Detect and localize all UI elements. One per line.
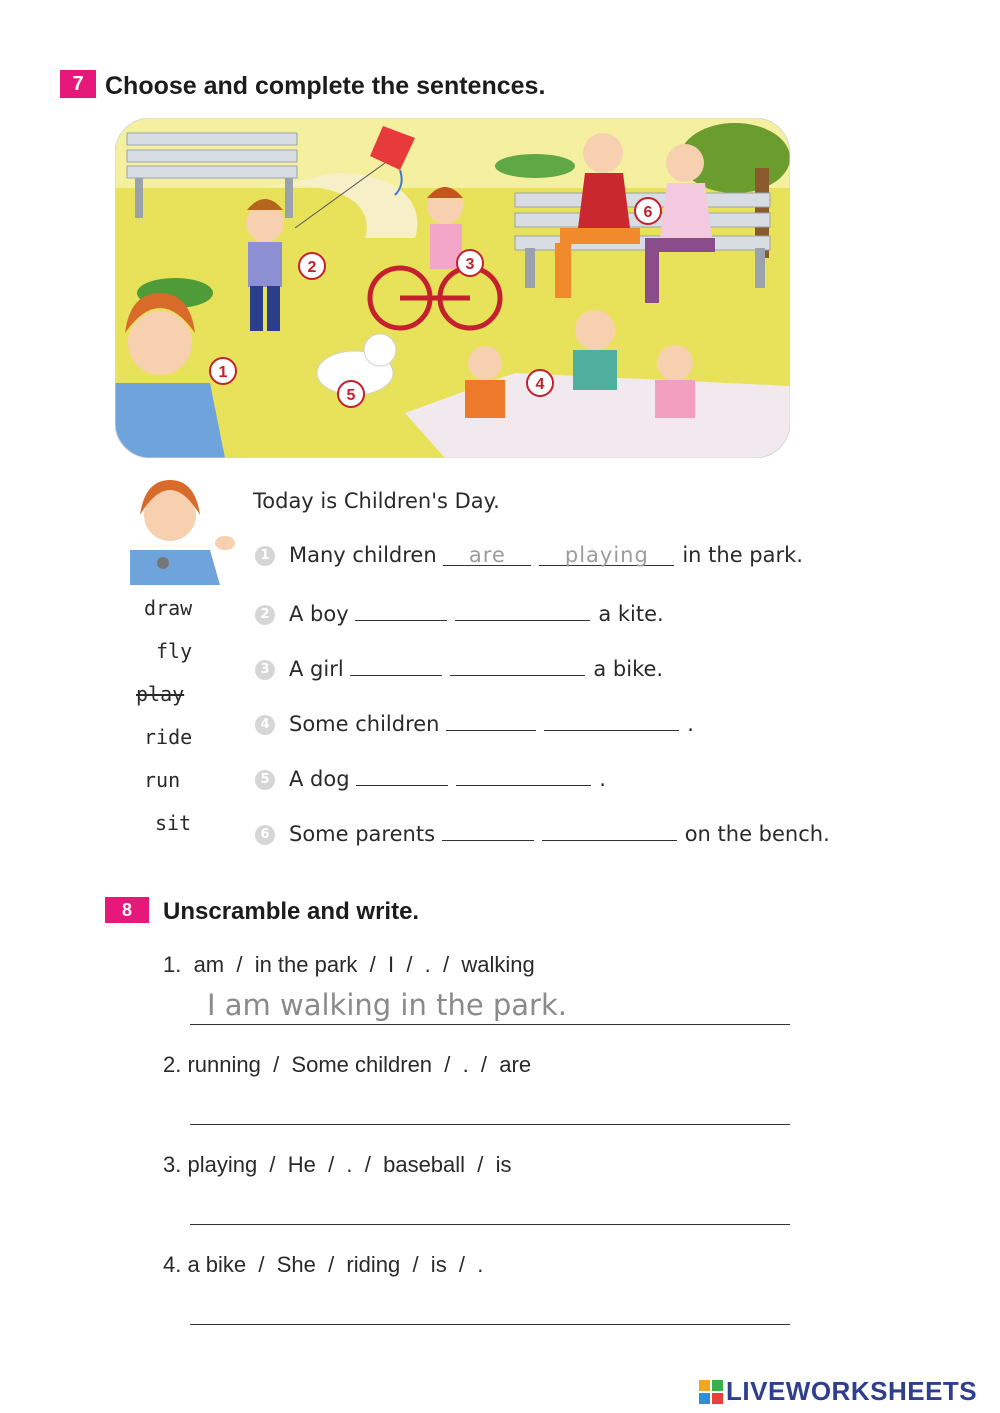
answer-blank[interactable] xyxy=(542,818,677,841)
section7-title: Choose and complete the sentences. xyxy=(105,72,546,100)
sentence-start: A boy xyxy=(289,602,349,626)
answer-blank[interactable]: playing xyxy=(539,543,674,566)
answer-blank[interactable] xyxy=(446,708,536,731)
answer-blank[interactable] xyxy=(442,818,534,841)
answer-blank[interactable] xyxy=(350,653,442,676)
sentence-number: 4 xyxy=(255,715,275,735)
unscramble-prompt: 4. a bike / She / riding / is / . xyxy=(163,1252,484,1277)
picture-number-6: 6 xyxy=(643,204,653,221)
unscramble-prompt: 1. am / in the park / I / . / walking xyxy=(163,952,535,977)
picture-number-5: 5 xyxy=(346,387,356,404)
sentence-row xyxy=(255,763,606,791)
word-bank-item: sit xyxy=(155,811,192,835)
sentence-row xyxy=(255,818,830,846)
park-illustration xyxy=(115,118,790,458)
sentence-end: in the park. xyxy=(682,543,803,567)
answer-blank[interactable] xyxy=(544,708,679,731)
sentence-end: on the bench. xyxy=(684,822,830,846)
answer-blank[interactable] xyxy=(456,763,591,786)
answer-blank[interactable] xyxy=(356,763,448,786)
sentence-number: 1 xyxy=(255,546,275,566)
answer-blank[interactable] xyxy=(450,653,585,676)
answer-text: I am walking in the park. xyxy=(207,988,567,1022)
sentence-number: 3 xyxy=(255,660,275,680)
sentence-start: Many children xyxy=(289,543,437,567)
intro-text: Today is Children's Day. xyxy=(253,489,500,513)
word-bank-item: run xyxy=(144,768,181,792)
picture-number-1: 1 xyxy=(218,364,228,381)
sentence-end: a bike. xyxy=(593,657,664,681)
sentence-row xyxy=(255,598,664,626)
word-bank-item: draw xyxy=(144,596,193,620)
section8-badge: 8 xyxy=(105,897,149,923)
sentence-number: 5 xyxy=(255,770,275,790)
word-bank-item: fly xyxy=(156,639,193,663)
answer-line[interactable] xyxy=(190,1202,790,1225)
word-bank-item: ride xyxy=(144,725,193,749)
answer-blank[interactable] xyxy=(455,598,590,621)
sentence-end: a kite. xyxy=(598,602,664,626)
sentence-start: A girl xyxy=(289,657,344,681)
sentence-end: . xyxy=(687,712,694,736)
answer-blank[interactable] xyxy=(355,598,447,621)
picture-number-4: 4 xyxy=(535,376,545,393)
answer-blank[interactable]: are xyxy=(443,543,531,566)
sentence-start: Some children xyxy=(289,712,440,736)
word-bank-item: play xyxy=(136,682,185,706)
sentence-start: Some parents xyxy=(289,822,436,846)
section8-title: Unscramble and write. xyxy=(163,898,420,925)
picture-number-3: 3 xyxy=(465,256,475,273)
answer-line[interactable] xyxy=(190,1302,790,1325)
sentence-end: . xyxy=(599,767,606,791)
unscramble-prompt: 2. running / Some children / . / are xyxy=(163,1052,532,1077)
logo-icon xyxy=(698,1379,724,1405)
picture-number-2: 2 xyxy=(307,259,317,276)
unscramble-prompt: 3. playing / He / . / baseball / is xyxy=(163,1152,512,1177)
reporter-portrait xyxy=(125,475,237,585)
sentence-row xyxy=(255,543,803,567)
answer-line[interactable] xyxy=(190,1102,790,1125)
logo-text: LIVEWORKSHEETS xyxy=(726,1376,978,1406)
sentence-row xyxy=(255,708,694,736)
liveworksheets-logo[interactable] xyxy=(698,1376,977,1407)
sentence-number: 2 xyxy=(255,605,275,625)
section7-badge: 7 xyxy=(60,70,96,98)
sentence-start: A dog xyxy=(289,767,350,791)
sentence-row xyxy=(255,653,663,681)
sentence-number: 6 xyxy=(255,825,275,845)
